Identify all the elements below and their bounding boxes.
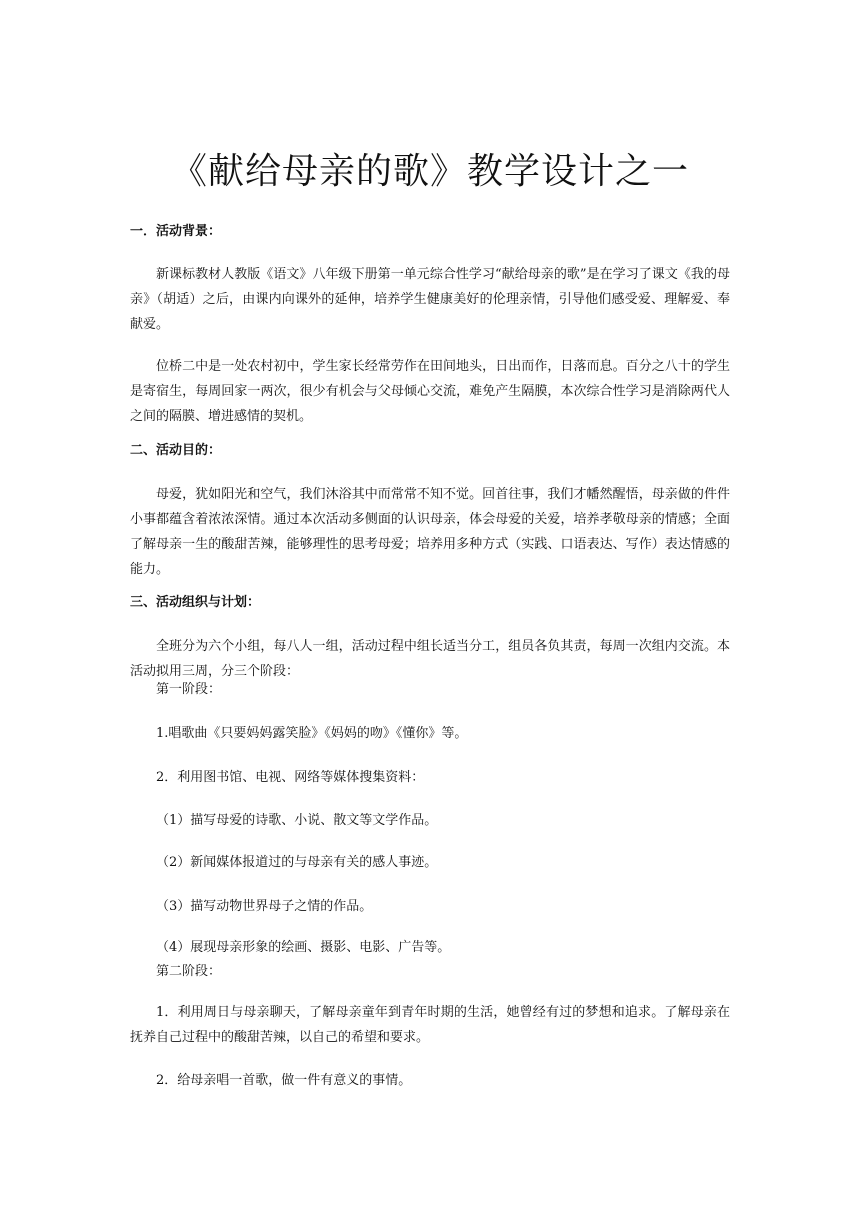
stage-2-label: 第二阶段： [156, 964, 222, 979]
list-item: （2）新闻媒体报道过的与母亲有关的感人事迹。 [156, 855, 438, 870]
list-item: （4）展现母亲形象的绘画、摄影、电影、广告等。 [156, 940, 451, 955]
list-item: （3）描写动物世界母子之情的作品。 [156, 899, 373, 914]
section-heading-purpose: 二、活动目的： [130, 443, 222, 458]
list-item: 2．给母亲唱一首歌，做一件有意义的事情。 [156, 1073, 412, 1088]
section-heading-background: 一．活动背景： [130, 224, 222, 239]
list-item: 1．利用周日与母亲聊天，了解母亲童年到青年时期的生活，她曾经有过的梦想和追求。了解母亲在抚养自己过程中的酸甜苦辣，以自己的希望和要求。 [130, 1005, 730, 1045]
paragraph-purpose: 母爱，犹如阳光和空气，我们沐浴其中而常常不知不觉。回首往事，我们才幡然醒悟，母亲做的件件小事都蕴含着浓浓深情。通过本次活动多侧面的认识母亲，体会母爱的关爱，培养孝敬母亲的情感；全面了解母亲一生的酸甜苦辣，能够理性的思考母爱；培养用多种方式（实践、口语表达、写作）表达情感的能力。 [130, 487, 730, 577]
paragraph-background-2: 位桥二中是一处农村初中，学生家长经常劳作在田间地头，日出而作，日落而息。百分之八十的学生是寄宿生，每周回家一两次，很少有机会与父母倾心交流，难免产生隔膜，本次综合性学习是消除两代人之间的隔膜、增进感情的契机。 [130, 359, 730, 424]
section-heading-plan: 三、活动组织与计划： [130, 595, 261, 610]
list-item: 2．利用图书馆、电视、网络等媒体搜集资料： [156, 770, 425, 785]
stage-1-label: 第一阶段： [156, 682, 222, 697]
document-title: 《献给母亲的歌》教学设计之一 [170, 151, 689, 192]
list-item: 1.唱歌曲《只要妈妈露笑脸》《妈妈的吻》《懂你》等。 [156, 726, 468, 741]
list-item: （1）描写母爱的诗歌、小说、散文等文学作品。 [156, 813, 438, 828]
paragraph-plan-intro: 全班分为六个小组，每八人一组，活动过程中组长适当分工，组员各负其责，每周一次组内交流。本活动拟用三周，分三个阶段： [130, 639, 730, 679]
paragraph-background-1: 新课标教材人教版《语文》八年级下册第一单元综合性学习“献给母亲的歌”是在学习了课文《我的母亲》（胡适）之后，由课内向课外的延伸，培养学生健康美好的伦理亲情，引导他们感受爱、理解爱、奉献爱。 [130, 267, 730, 332]
